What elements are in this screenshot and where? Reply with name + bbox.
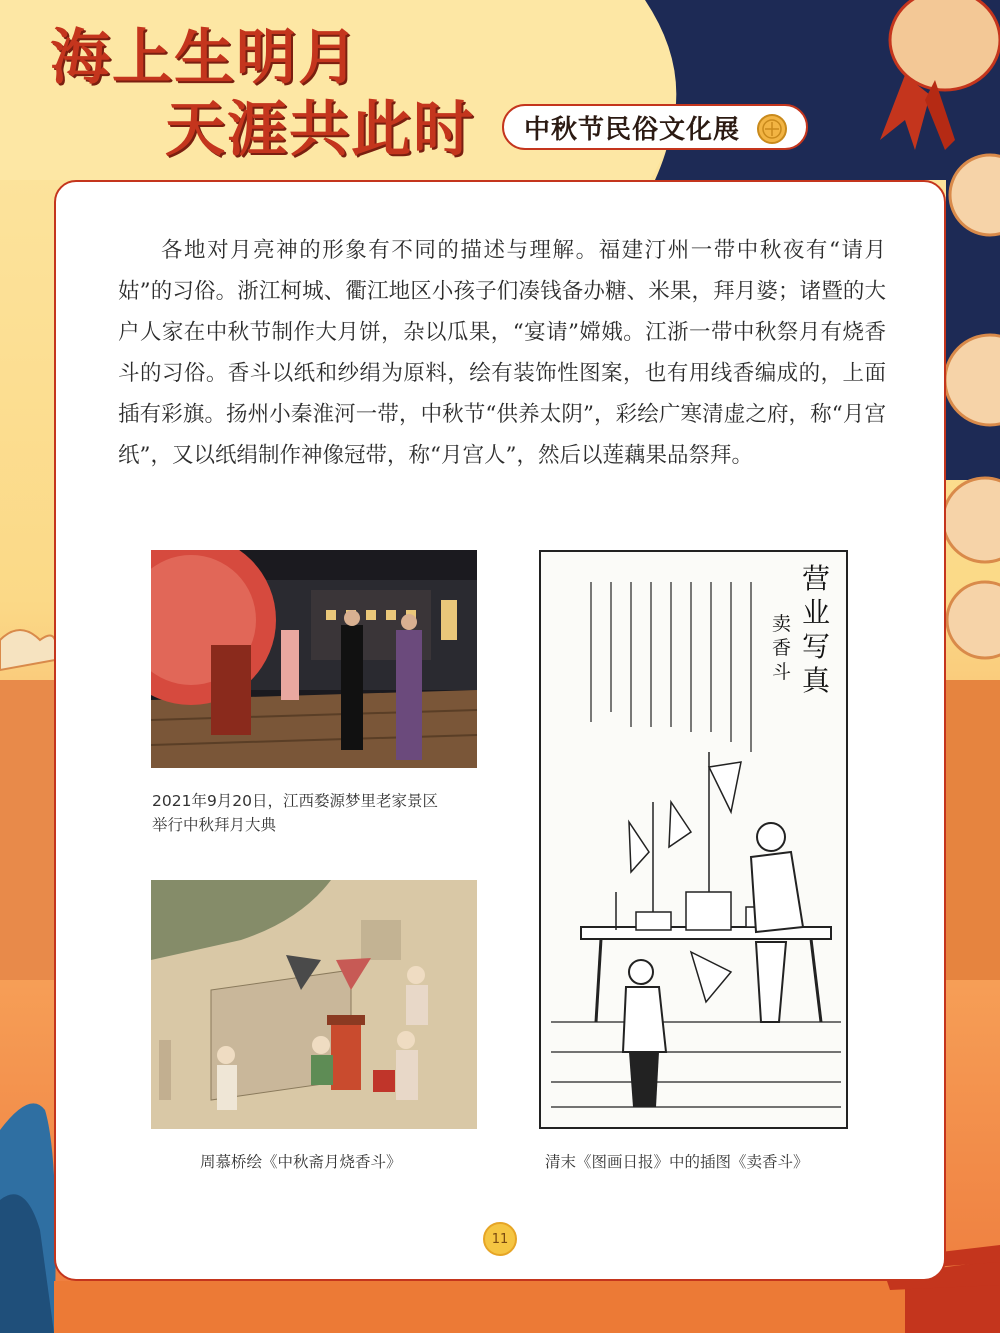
exhibition-badge	[502, 104, 808, 150]
painting-caption: 周慕桥绘《中秋斋月烧香斗》	[200, 1153, 402, 1171]
body-paragraph: 各地对月亮神的形象有不同的描述与理解。福建汀州一带中秋夜有“请月姑”的习俗。浙江柯城、衢江地区小孩子们凑钱备办糖、米果，拜月婆；诸暨的大户人家在中秋节制作大月饼，杂以瓜果，“宴请”嫦娥。江浙一带中秋祭月有烧香斗的习俗。香斗以纸和纱绢为原料，绘有装饰性图案，也有用线香编成的，上面插有彩旗。扬州小秦淮河一带，中秋节“供养太阴”，彩绘广寒清虚之府，称“月宫纸”，又以纸绢制作神像冠带，称“月宫人”，然后以莲藕果品祭拜。	[118, 238, 886, 468]
badge-label: 中秋节民俗文化展	[524, 114, 741, 145]
woodcut-caption: 清末《图画日报》中的插图《卖香斗》	[545, 1153, 809, 1171]
ceremony-caption-line-2: 举行中秋拜月大典	[152, 816, 277, 834]
ceremony-photo	[151, 550, 477, 768]
headline-line-1: 海上生明月	[50, 23, 360, 93]
page-number: 11	[483, 1222, 517, 1256]
ceremony-caption	[152, 789, 492, 837]
mooncake-icon	[756, 113, 788, 149]
woodcut-illustration	[539, 550, 848, 1129]
woodcut-subtitle: 卖香斗	[772, 613, 792, 683]
headline-line-2: 天涯共此时	[165, 95, 475, 165]
woodcut-title: 营业写真	[802, 562, 831, 697]
ceremony-caption-line-1: 2021年9月20日，江西婺源梦里老家景区	[152, 792, 439, 810]
painting-image	[151, 880, 477, 1129]
